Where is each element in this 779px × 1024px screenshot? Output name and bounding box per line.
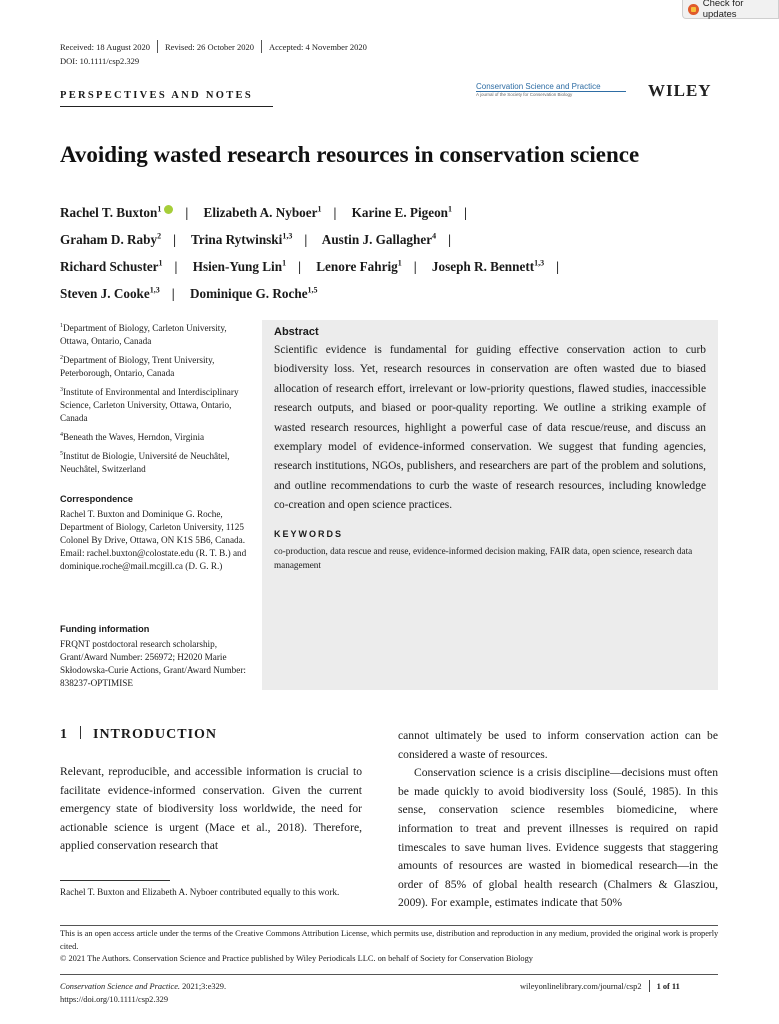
publisher-logo[interactable]: WILEY — [648, 81, 712, 100]
journal-logo-name: Conservation Science and Practice — [476, 82, 601, 91]
divider — [649, 980, 650, 992]
author[interactable]: Lenore Fahrig$^1$ — [316, 258, 402, 275]
correspondence-heading: Correspondence — [60, 494, 134, 504]
check-updates-label: Check for updates — [702, 0, 744, 20]
affiliation: $^4$Beneath the Waves, Herndon, Virginia — [60, 432, 205, 443]
section-title: INTRODUCTION — [93, 727, 218, 742]
author[interactable]: Richard Schuster$^1$ — [60, 258, 163, 275]
section-type: PERSPECTIVES AND NOTES — [60, 90, 253, 101]
divider — [60, 880, 170, 881]
check-updates-icon — [688, 4, 699, 15]
correspondence-email[interactable]: Email: rachel.buxton@colostate.edu (R. T. B.) and dominique.roche@mail.mcgill.ca (D. G. R.) — [60, 548, 247, 571]
revised-date: Revised: 26 October 2020 — [164, 41, 254, 52]
accepted-date: Accepted: 4 November 2020 — [268, 41, 367, 52]
author[interactable]: Hsien-Yung Lin$^1$ — [192, 258, 287, 275]
license-block — [60, 928, 720, 966]
orcid-icon[interactable] — [164, 205, 173, 214]
affiliation: $^2$Department of Biology, Trent University, Peterborough, Ontario, Canada — [60, 355, 215, 379]
check-for-updates-button[interactable] — [682, 0, 779, 19]
license-text: This is an open access article under the terms of the Creative Commons Attribution License, which permits use, distribution and reproduction in any medium, provided the original work is properly cited. — [60, 929, 719, 951]
funding-text: FRQNT postdoctoral research scholarship, Grant/Award Number: 256972; H2020 Marie Skłodowska-Curie Actions, Grant/Award Number: 838237-OPTIMISE — [60, 639, 246, 688]
paragraph: Relevant, reproducible, and accessible information is crucial to facilitate evidence-informed conservation. Given the current emergency state of biodiversity loss worldwide, the need for actionable science is urgent (Mace et al., 2018). Therefore, applied conservation research that — [60, 765, 362, 853]
author-list: Rachel T. Buxton$^1$ | Elizabeth A. Nyboer$^1$ | Karine E. Pigeon$^1$ | Graham D. Raby$^2$ | Trina Rytwinski$^{1,3}$ | Austin J. Gallagher$^4$ | Richard Schuster$^1$ | Hsien-Yung Lin$^1$ | Lenore Fahrig$^1$ | Joseph R. Bennett$^{1,3}$ | Steven J. Cooke$^{1,3}$ | Dominique G. Roche$^{1,5}$ — [60, 205, 560, 302]
received-date: Received: 18 August 2020 — [60, 41, 150, 52]
author[interactable]: Rachel T. Buxton$^1$ — [60, 205, 173, 220]
section-heading — [60, 726, 217, 743]
author[interactable]: Steven J. Cooke$^{1,3}$ — [60, 285, 160, 302]
author[interactable]: Trina Rytwinski$^{1,3}$ — [191, 231, 293, 248]
footer-right — [520, 980, 680, 992]
footnote: Rachel T. Buxton and Elizabeth A. Nyboer contributed equally to this work. — [60, 887, 340, 897]
footer-citation — [60, 980, 226, 1006]
doi: DOI: 10.1111/csp2.329 — [60, 56, 140, 66]
journal-logo-subtitle: A journal of the Society for Conservation Biology — [476, 92, 573, 97]
footer-journal: Conservation Science and Practice. — [60, 982, 181, 991]
body-column-right — [398, 727, 718, 913]
paragraph: Conservation science is a crisis discipline—decisions must often be made quickly to avoid biodiversity loss (Soulé, 1985). In this sense, conservation science resembles biomedicine, where information to treat and prevent illnesses is required on rapid timescales to save human lives. Evidence suggests that staggering amounts of resources are wasted in biomedical research—in the order of 85% of global health research (Chalmers & Glasziou, 2009). For example, estimates indicate that 50% — [398, 766, 718, 910]
divider — [157, 40, 158, 53]
author[interactable]: Elizabeth A. Nyboer$^1$ — [203, 205, 322, 221]
author[interactable]: Austin J. Gallagher$^4$ — [321, 231, 437, 248]
divider — [60, 974, 718, 975]
author[interactable]: Joseph R. Bennett$^{1,3}$ — [431, 258, 545, 275]
paragraph: cannot ultimately be used to inform conservation action can be considered a waste of resources. — [398, 729, 718, 761]
correspondence — [60, 493, 250, 573]
author[interactable]: Karine E. Pigeon$^1$ — [351, 205, 453, 221]
divider — [261, 40, 262, 53]
funding — [60, 623, 250, 690]
divider — [60, 106, 273, 107]
page-number: 1 of 11 — [656, 981, 680, 991]
body-column-left — [60, 763, 362, 856]
footer-issue: 2021;3:e329. — [180, 982, 227, 991]
abstract-heading: Abstract — [274, 326, 319, 338]
affiliation: $^3$Institute of Environmental and Interdisciplinary Science, Carleton University, Ottawa, Ontario, Canada — [60, 387, 239, 424]
copyright-text: © 2021 The Authors. Conservation Science and Practice published by Wiley Periodicals LLC. on behalf of Society for Conservation Biology — [60, 954, 533, 963]
abstract-box — [262, 320, 718, 690]
keywords-text: co-production, data rescue and reuse, evidence-informed decision making, FAIR data, open science, research data management — [274, 545, 693, 571]
divider — [476, 91, 626, 92]
journal-logo[interactable] — [476, 82, 636, 102]
affiliation: $^5$Institut de Biologie, Université de Neuchâtel, Neuchâtel, Switzerland — [60, 451, 230, 475]
affiliations — [60, 320, 250, 480]
divider — [60, 925, 718, 926]
section-number: 1 — [60, 727, 68, 742]
article-dates — [60, 40, 367, 53]
footer-doi-link[interactable]: https://doi.org/10.1111/csp2.329 — [60, 995, 169, 1004]
author[interactable]: Graham D. Raby$^2$ — [60, 231, 162, 248]
abstract-text: Scientific evidence is fundamental for guiding effective conservation action to curb biodiversity loss. Yet, research resources in conservation are often wasted due to biased allocation of research effort, irrelevant or low-priority questions, flawed studies, inaccessible research outputs, and biased or poor-quality reporting. We outline a striking example of wasted research resources, highlight a powerful case of data rescue/reuse, and discuss an exemplary model of evidence-informed conservation. We suggest that funding agencies, research institutions, NGOs, publishers, and researchers are part of the problem and solutions, and outline recommendations to curb the waste of research resources, including knowledge co-creation and open science practices. — [274, 344, 706, 512]
affiliation: $^1$Department of Biology, Carleton University, Ottawa, Ontario, Canada — [60, 323, 227, 347]
keywords-heading: KEYWORDS — [274, 528, 344, 539]
author[interactable]: Dominique G. Roche$^{1,5}$ — [189, 285, 318, 302]
correspondence-text: Rachel T. Buxton and Dominique G. Roche, Department of Biology, Carleton University, 1125 Colonel By Drive, Ottawa, ON K1S 5B6, Canada. — [60, 509, 246, 545]
funding-heading: Funding information — [60, 624, 150, 634]
footer-site-link[interactable]: wileyonlinelibrary.com/journal/csp2 — [520, 981, 642, 991]
article-title: Avoiding wasted research resources in conservation science — [60, 142, 640, 167]
